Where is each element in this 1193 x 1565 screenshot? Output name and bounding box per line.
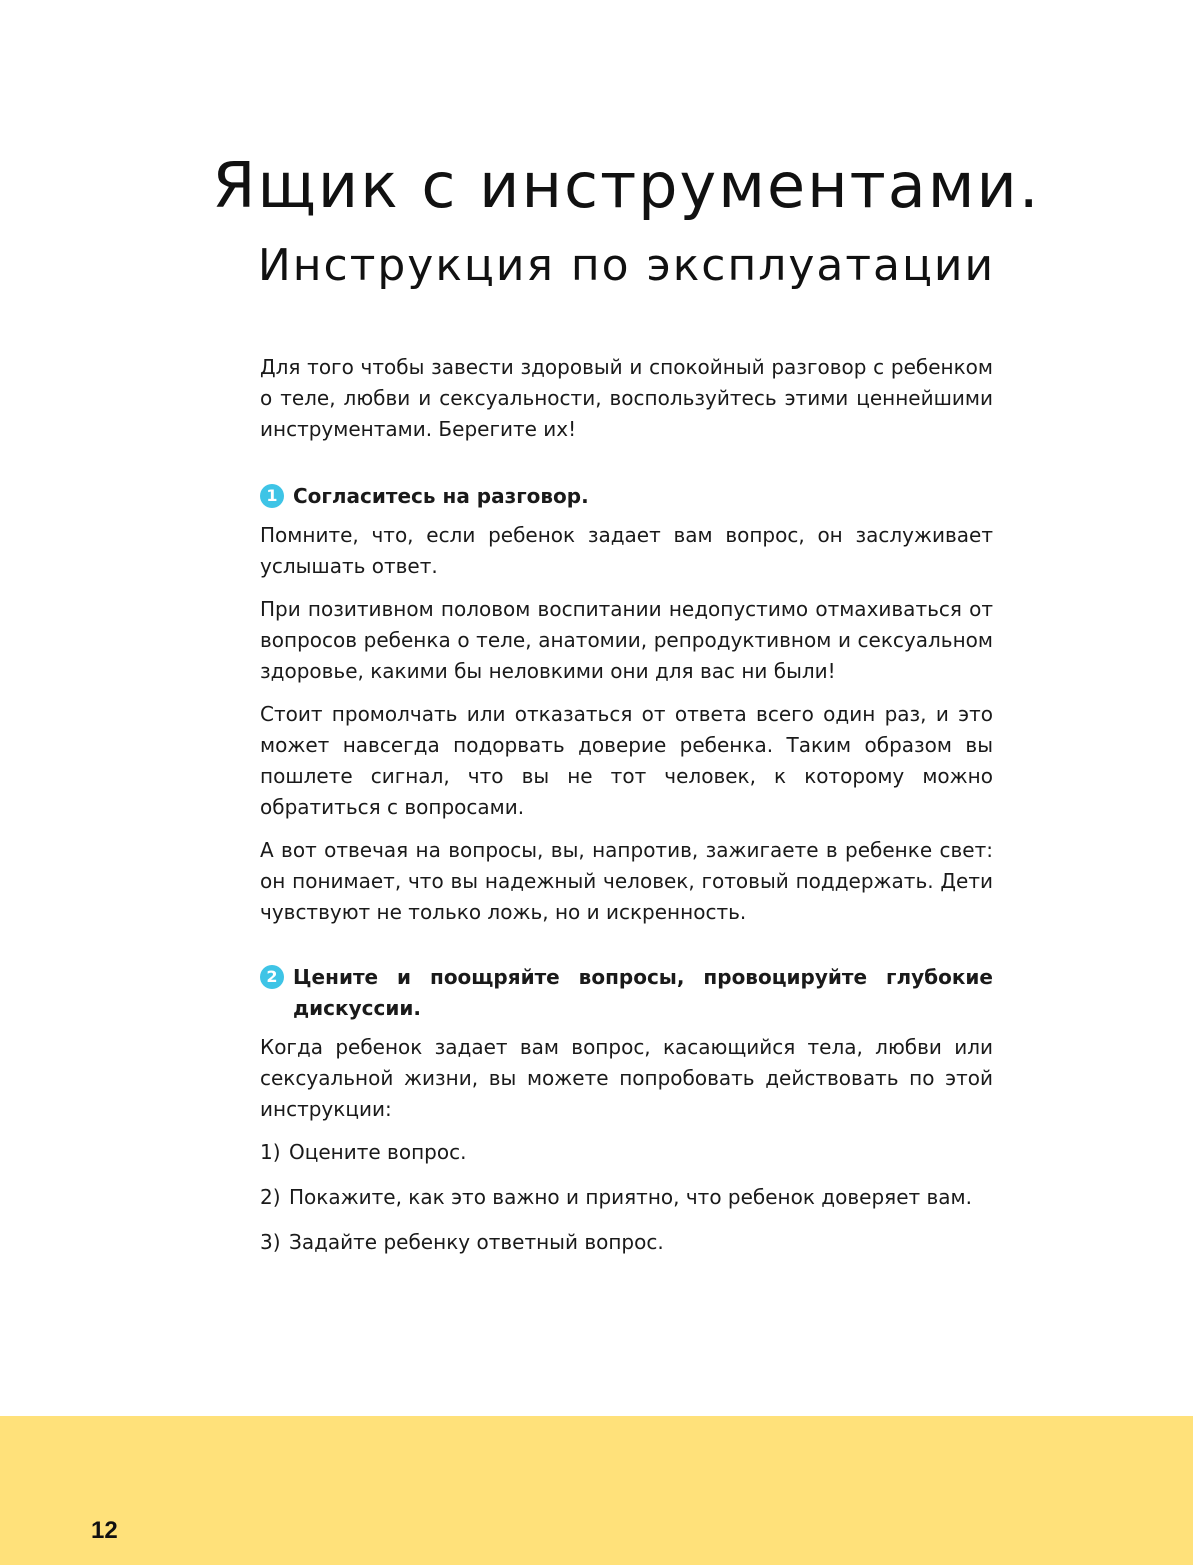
section-1-paragraph: Стоит промолчать или отказаться от ответа всего один раз, и это может навсегда подорвать доверие ребенка. Таким образом вы пошлете сигнал, что вы не тот человек, к которому можно обратиться с вопросами.: [260, 702, 993, 819]
list-item: [260, 1227, 993, 1258]
section-2-paragraph: Когда ребенок задает вам вопрос, касающийся тела, любви или сексуальной жизни, вы можете попробовать действовать по этой инструкции:: [260, 1035, 993, 1121]
main-content: [260, 352, 993, 1272]
section-2-heading-text: Цените и поощряйте вопросы, провоцируйте глубокие дискуссии.: [293, 965, 993, 1020]
number-2-badge-icon: 2: [260, 965, 284, 989]
page-subtitle: Инструкция по эксплуатации: [257, 240, 996, 291]
list-item-text: Покажите, как это важно и приятно, что ребенок доверяет вам.: [289, 1185, 972, 1209]
list-item: [260, 1182, 993, 1213]
list-item-number: 3): [260, 1230, 281, 1254]
section-1-paragraph: При позитивном половом воспитании недопустимо отмахиваться от вопросов ребенка о теле, анатомии, репродуктивном и сексуальном здоровье, какими бы неловкими они для вас ни были!: [260, 597, 993, 683]
section-2-heading: [260, 962, 993, 1024]
list-item-number: 1): [260, 1140, 281, 1164]
section-1-heading-text: Согласитесь на разговор.: [293, 484, 589, 508]
page-number: 12: [91, 1517, 118, 1544]
list-item-text: Задайте ребенку ответный вопрос.: [289, 1230, 664, 1254]
list-item: [260, 1137, 993, 1168]
section-1-paragraph: А вот отвечая на вопросы, вы, напротив, зажигаете в ребенке свет: он понимает, что вы надежный человек, готовый поддержать. Дети чувствуют не только ложь, но и искренность.: [260, 838, 993, 924]
intro-paragraph: Для того чтобы завести здоровый и спокойный разговор с ребенком о теле, любви и сексуальности, воспользуйтесь этими ценнейшими инструментами. Берегите их!: [260, 355, 993, 441]
section-1-paragraph: Помните, что, если ребенок задает вам вопрос, он заслуживает услышать ответ.: [260, 523, 993, 578]
list-item-text: Оцените вопрос.: [289, 1140, 467, 1164]
number-1-badge-icon: 1: [260, 484, 284, 508]
section-1-heading: [260, 481, 993, 512]
list-item-number: 2): [260, 1185, 281, 1209]
footer-band: [0, 1416, 1193, 1565]
page-title: Ящик с инструментами.: [212, 149, 1041, 222]
